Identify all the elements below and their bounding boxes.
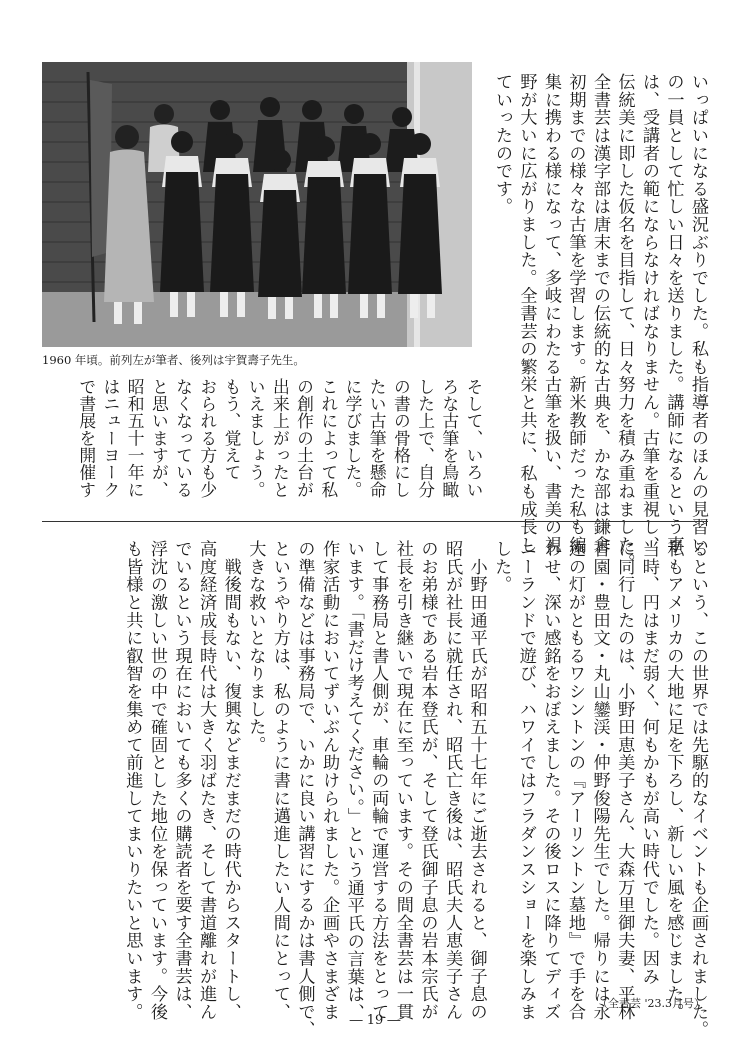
text-column: 戦後間もない、復興などまだまだの時代からスタートし、 [220,540,241,1021]
text-column: のお弟様である岩本登氏が、そして登氏御子息の岩本宗氏が [417,540,438,1021]
text-column: 浮沈の激しい世の中で確固とした地位を保っています。今後 [146,540,167,1021]
section-divider [42,521,708,522]
text-column: いっぱいになる盛況ぶりでした。私も指導者のほんの見習い [688,73,708,554]
text-column: 作家活動においてずいぶん助けられました。企画やさまざま [319,540,340,1021]
text-column: 伝統美に即した仮名を目指して、日々努力を積み重ねました。 [614,73,635,572]
text-column: るという、この世界では先駆的なイベントも企画されました。 [688,540,708,1039]
text-column: と思いますが、 [149,378,170,499]
text-column: 社長を引き継いで現在に至っています。その間全書芸は一貫 [392,540,413,1021]
text-column: でいるという現在においても多くの購読者を要す全書芸は、 [171,540,192,1021]
text-column: した。 [491,540,512,594]
text-column: 小野田通平氏が昭和五十七年にご逝去されると、御子息の [466,540,487,1021]
article-top-mid-text [76,378,486,528]
text-column: で書展を開催す [76,378,97,499]
text-column: して事務局と書人側が、車輪の両輪で運営する方法をとって [368,540,389,1021]
text-column: もう、覚えて [221,378,242,482]
text-column: 初期までの様々な古筆を学習します。新米教師だった私も編 [565,73,586,554]
text-column: の創作の土台が [294,378,315,499]
text-column: 私もアメリカの大地に足を下ろし、新しい風を感じました。 [663,540,684,1021]
text-column: これによって私 [318,378,339,499]
text-column: 遠の灯がともるワシントンの『アーリントン墓地』で手を合 [565,540,586,1021]
text-column: 香園・豊田文・丸山鑾渓・仲野俊陽先生でした。帰りには永 [589,540,610,1021]
text-column: した上で、自分 [415,378,436,499]
text-column: なくなっている [173,378,194,499]
text-column: は、受講者の範にならなければなりません。古筆を重視し、 [639,73,659,554]
article-top-right-text [492,73,710,572]
text-column: いえましょう。 [246,378,267,499]
text-column: の準備などは事務局で、いかに良い講習にするかは書人側で、 [294,540,315,1039]
text-column: 大きな救いとなりました。 [245,540,266,754]
text-column: そして、いろい [464,378,484,499]
text-column: わせ、深い感銘をおぼえました。その後ロスに降りてディズ [540,540,561,1021]
text-column: 高度経済成長時代は大きく羽ばたき、そして書道離れが進ん [196,540,217,1021]
text-column: たい古筆を懸命 [367,378,388,499]
source-note: （全書芸 '23.3月号） [596,997,705,1010]
group-photo-illustration [42,62,472,347]
text-column: に学びました。 [342,378,363,499]
text-column: の書の骨格にし [391,378,412,499]
text-column: います。「書だけ考えてください。」という通平氏の言葉は、 [343,540,364,1022]
photo-caption: 1960 年頃。前列左が筆者、後列は宇賀壽子先生。 [42,353,305,367]
text-column: ニーランドで遊び、ハワイではフラダンスショーを楽しみま [515,540,536,1021]
text-column: 集に携わる様になって、多岐にわたる古筆を扱い、書美の視 [541,73,561,554]
text-column: ていったのです。 [492,73,512,216]
text-column: 昭氏が社長に就任され、昭氏亡き後は、昭氏夫人恵美子さん [442,540,463,1021]
text-column: 全書芸は漢字部は唐末までの伝統的な古典を、かな部は鎌倉 [590,73,610,554]
text-column: 野が大いに広がりました。全書芸の繁栄と共に、私も成長し [516,73,537,554]
text-column: というやり方は、私のように書に邁進したい人間にとって、 [269,540,290,1021]
page-number: ― 19 ― [349,1013,401,1028]
text-column: も皆様と共に叡智を集めて前進してまいりたいと思います。 [122,540,143,1021]
text-column: 昭和五十一年に [125,378,146,499]
text-column: に同行したのは、小野田恵美子さん、大森万里御夫妻、平林 [614,540,635,1021]
text-column: 出来上がったと [270,378,291,499]
text-column: おられる方も少 [197,378,218,499]
text-column: はニューヨーク [100,378,121,499]
text-column: ろな古筆を鳥瞰 [439,378,460,499]
text-column: 当時、円はまだ弱く、何もかもが高い時代でした。因み [638,540,659,985]
group-photo [42,62,472,347]
text-column: の一員として忙しい日々を送りました。講師になるという事 [663,73,684,554]
